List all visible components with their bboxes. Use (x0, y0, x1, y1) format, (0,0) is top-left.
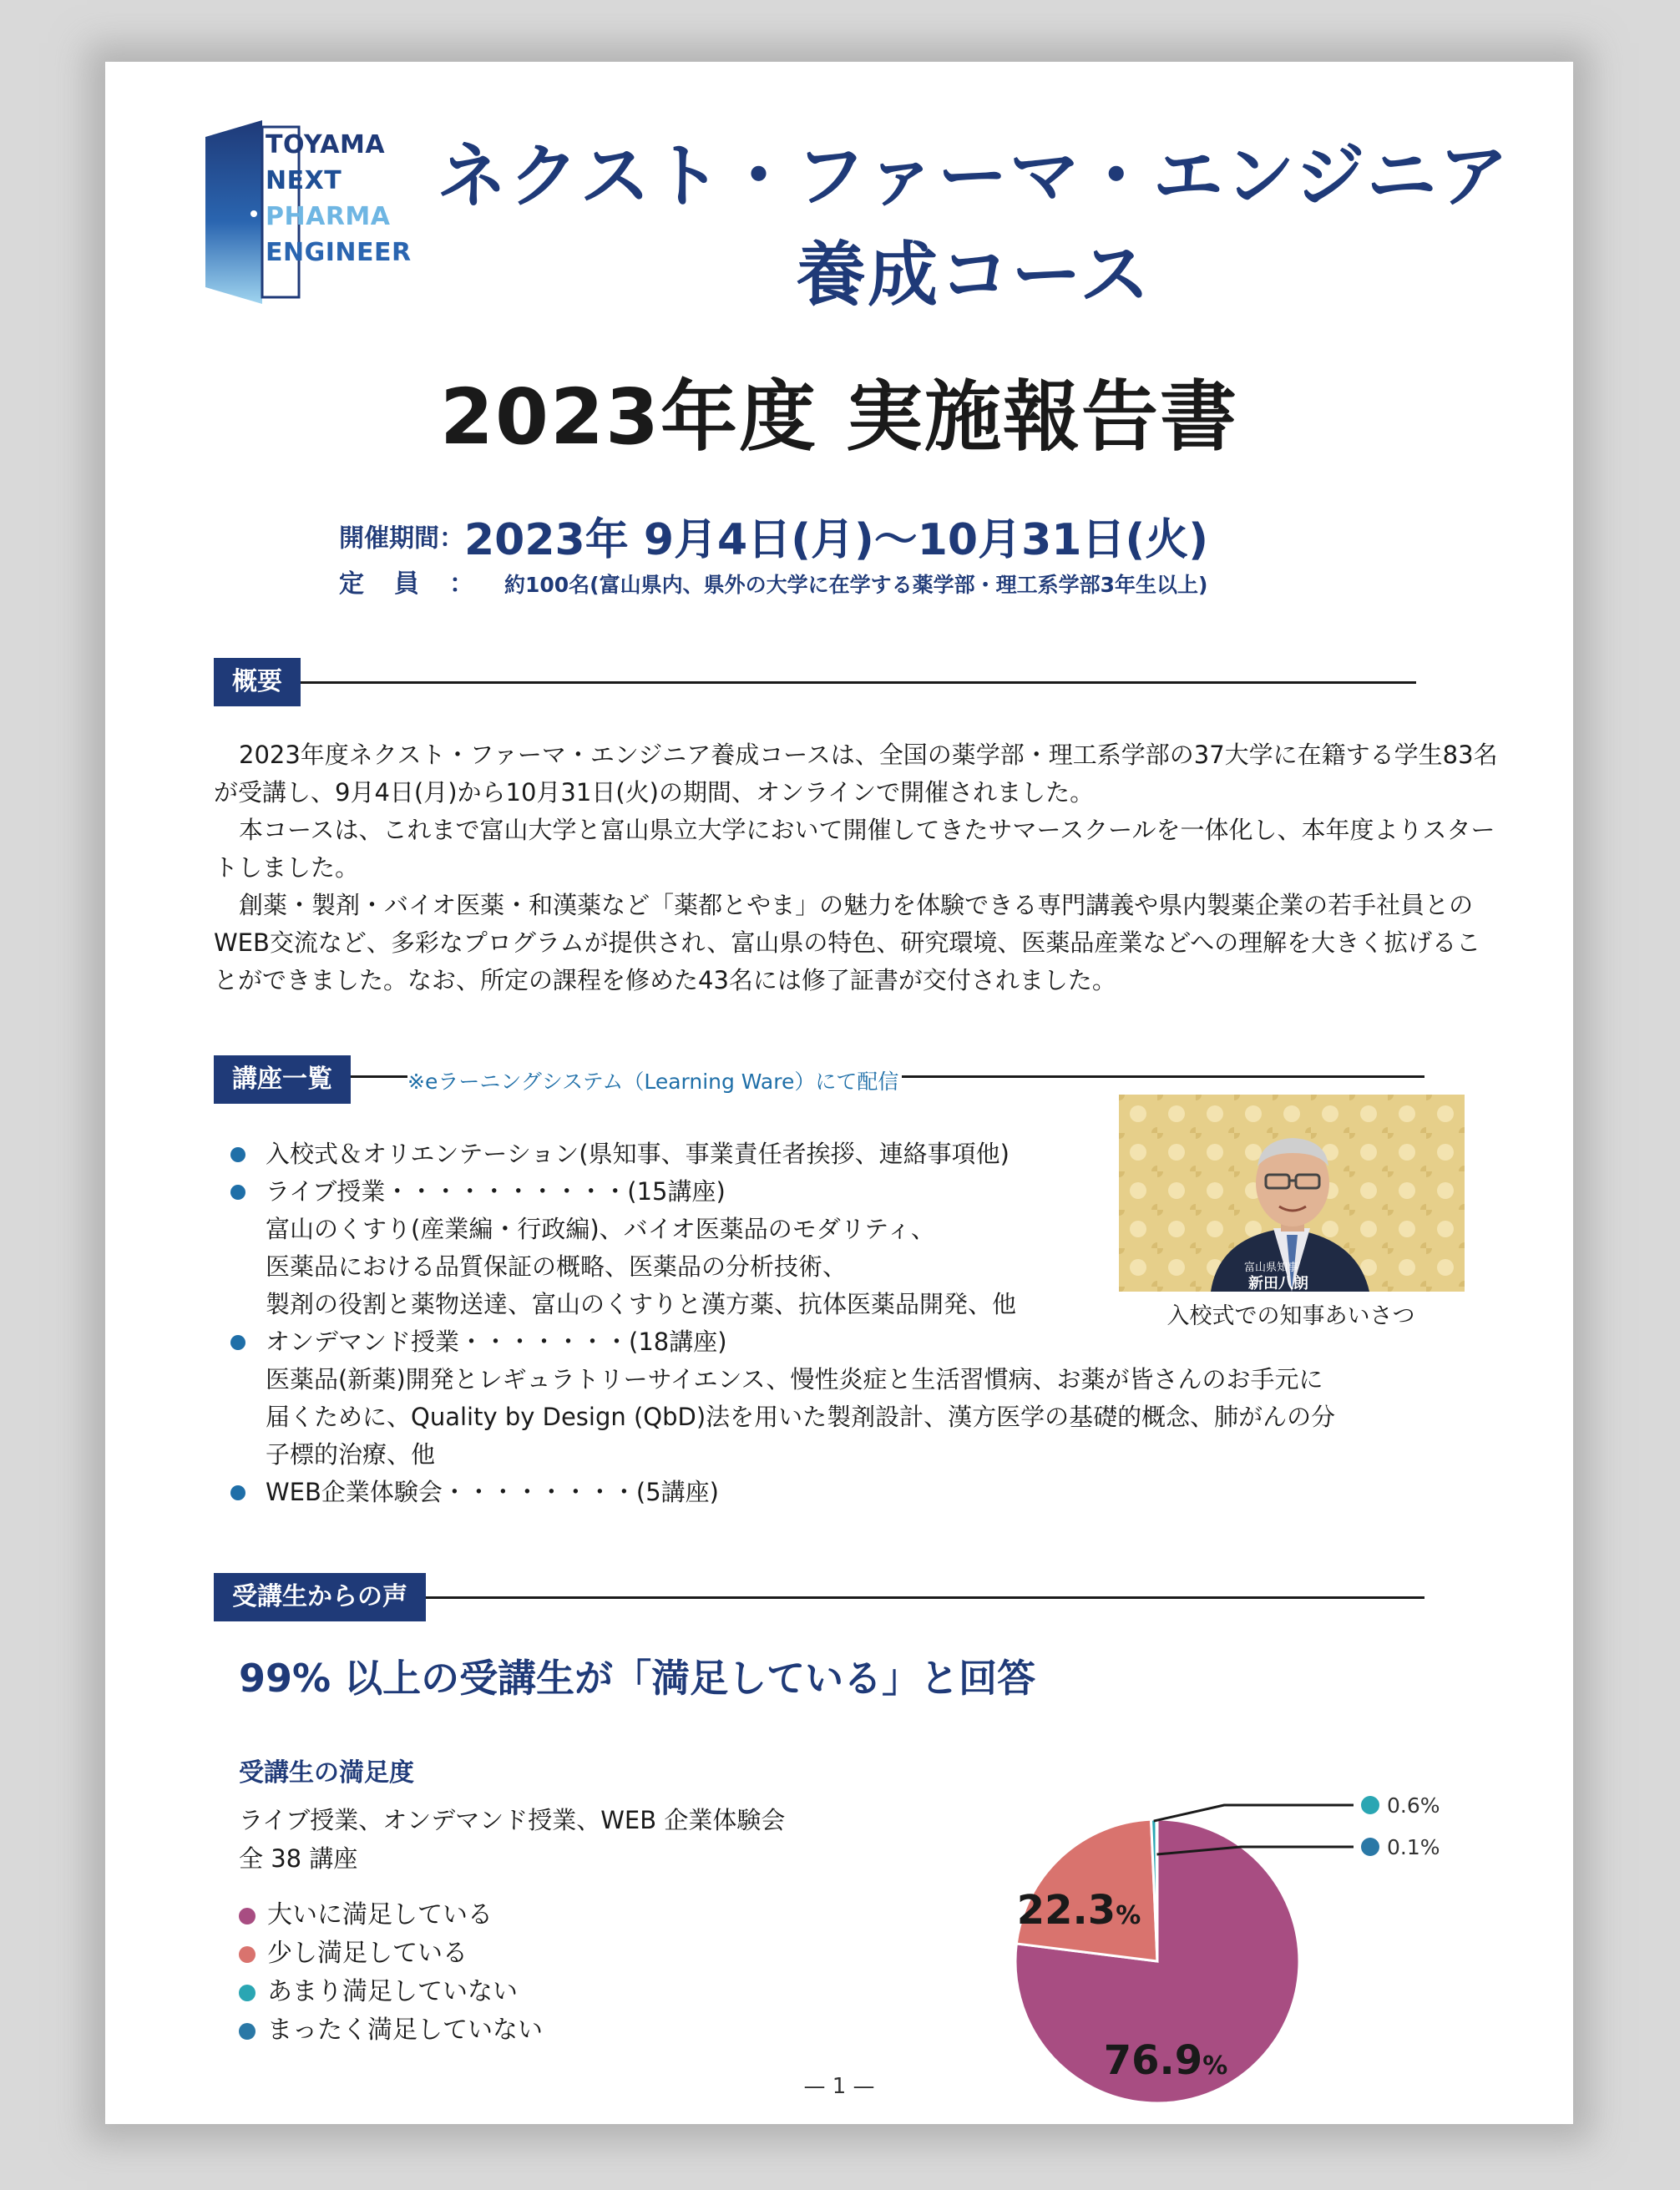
logo-line-toyama: TOYAMA (266, 130, 386, 159)
photo-overlay-title: 富山県知事 (1244, 1262, 1299, 1274)
overview-paragraph-1: 2023年度ネクスト・ファーマ・エンジニア養成コースは、全国の薬学部・理工系学部の37大学に在籍する学生83名が受講し、9月4日(月)から10月31日(火)の期間、オンラインで開催されました。 (214, 741, 1498, 807)
courses-heading: 講座一覧 (214, 1055, 351, 1104)
logo-line-engineer: ENGINEER (266, 238, 412, 267)
page-number: — 1 — (803, 2074, 875, 2099)
photo-caption: 入校式での知事あいさつ (1166, 1303, 1415, 1329)
satisfaction-chart-title: 受講生の満足度 (239, 1758, 414, 1788)
capacity-value: 約100名(富山県内、県外の大学に在学する薬学部・理工系学部3年生以上) (504, 573, 1208, 597)
course-item-detail: 富山のくすり(産業編・行政編)、バイオ医薬品のモダリティ、 医薬品における品質保証の概略、医薬品の分析技術、 製剤の役割と薬物送達、富山のくすりと漢方薬、抗体医薬品開発、他 (266, 1215, 1017, 1318)
legend-label: 少し満足している (267, 1939, 468, 1968)
legend-item-not-at-all-satisfied (239, 2009, 543, 2046)
course-item-ondemand (230, 1323, 1416, 1474)
callout-dot-not-at-all-satisfied (1361, 1838, 1379, 1856)
bullet-icon (230, 1335, 245, 1350)
course-item-title: 入校式＆オリエンテーション(県知事、事業責任者挨拶、連絡事項他) (266, 1140, 1010, 1168)
satisfaction-scope: ライブ授業、オンデマンド授業、WEB 企業体験会 (239, 1806, 786, 1834)
satisfaction-pie-chart (990, 1732, 1491, 2116)
overview-paragraph-3: 創薬・製剤・バイオ医薬・和漢薬など「薬都とやま」の魅力を体験できる専門講義や県内製薬企業の若手社員とのWEB交流など、多彩なプログラムが提供され、富山県の特色、研究環境、医薬品産業などへの理解を大きく拡げることができました。なお、所定の課程を修めた43名には修了証書が交付されました。 (214, 891, 1481, 994)
course-item-title: ライブ授業・・・・・・・・・・(15講座) (266, 1177, 726, 1206)
overview-paragraph-2: 本コースは、これまで富山大学と富山県立大学において開催してきたサマースクールを一体化し、本年度よりスタートしました。 (214, 816, 1495, 882)
data-label-somewhat-satisfied: 22.3% (1016, 1887, 1141, 1934)
bullet-icon (230, 1185, 245, 1200)
toyama-next-pharma-engineer-logo (205, 120, 423, 304)
capacity-label: 定員： (339, 569, 504, 599)
photo-overlay-name: 新田八朗 (1248, 1275, 1308, 1292)
overview-rule (230, 681, 1416, 684)
legend-dot-icon (239, 1908, 256, 1924)
legend-item-very-satisfied (239, 1894, 493, 1930)
period-label: 開催期間： (339, 523, 464, 554)
data-label-very-satisfied: 76.9% (1103, 2037, 1228, 2084)
pie-slice-not-at-all-satisfied (1156, 1819, 1157, 1961)
course-item-web-company (230, 1474, 1416, 1511)
logo-line-next: NEXT (266, 166, 342, 195)
legend-item-not-very-satisfied (239, 1970, 518, 2007)
legend-label: あまり満足していない (267, 1977, 518, 2006)
legend-dot-icon (239, 2023, 256, 2040)
legend-dot-icon (239, 1946, 256, 1963)
elearning-note: ※eラーニングシステム（Learning Ware）にて配信 (407, 1065, 902, 1095)
legend-label: 大いに満足している (267, 1900, 493, 1930)
bullet-icon (230, 1485, 245, 1500)
legend-dot-icon (239, 1985, 256, 2001)
course-title-line2: 養成コース (796, 234, 1151, 316)
legend-label: まったく満足していない (267, 2016, 543, 2045)
data-label-not-at-all-satisfied: 0.1% (1387, 1835, 1440, 1859)
course-item-detail: 医薬品(新薬)開発とレギュラトリーサイエンス、慢性炎症と生活習慣病、お薬が皆さんのお手元に 届くために、Quality by Design (QbD)法を用いた製剤設計、漢方医学の基礎的概念、肺がんの分 子標的治療、他 (266, 1365, 1336, 1469)
callout-line-not-very-satisfied (1154, 1805, 1354, 1821)
report-page (105, 62, 1573, 2124)
data-label-not-very-satisfied: 0.6% (1387, 1793, 1440, 1818)
course-title-line1: ネクスト・ファーマ・エンジニア (437, 135, 1510, 217)
course-item-title: WEB企業体験会・・・・・・・・(5講座) (266, 1478, 719, 1506)
legend-item-somewhat-satisfied (239, 1932, 468, 1969)
period-row (339, 504, 1208, 567)
bullet-icon (230, 1147, 245, 1162)
period-value: 2023年 9月4日(月)～10月31日(火) (464, 515, 1208, 565)
satisfaction-headline: 99% 以上の受講生が「満足している」と回答 (239, 1656, 1036, 1701)
report-title: 2023年度 実施報告書 (439, 372, 1239, 462)
satisfaction-course-count: 全 38 講座 (239, 1844, 358, 1873)
callout-dot-not-very-satisfied (1361, 1796, 1379, 1814)
overview-heading: 概要 (214, 658, 301, 706)
governor-photo (1119, 1095, 1465, 1292)
voices-heading: 受講生からの声 (214, 1573, 426, 1621)
logo-line-pharma: PHARMA (266, 202, 391, 231)
capacity-row (339, 563, 1207, 599)
course-item-title: オンデマンド授業・・・・・・・(18講座) (266, 1328, 727, 1356)
